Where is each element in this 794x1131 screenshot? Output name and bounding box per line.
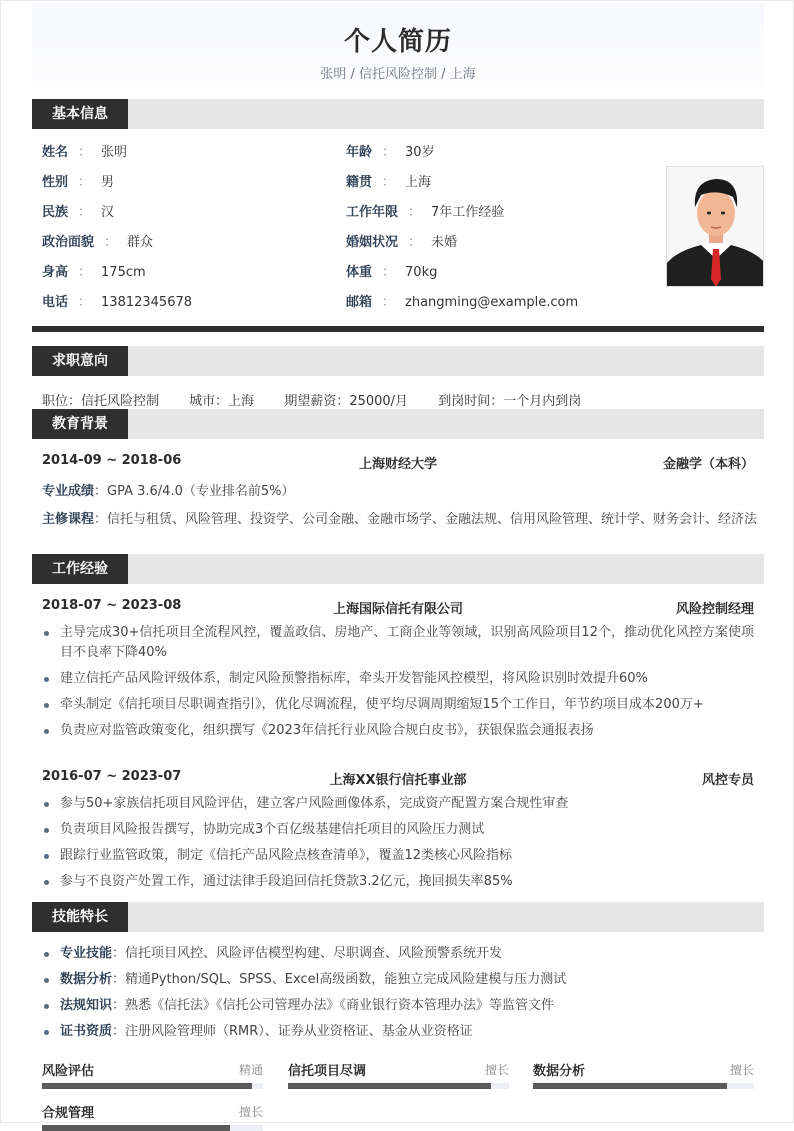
job-header [42, 769, 754, 787]
job-responsibilities [42, 794, 758, 898]
info-ethnicity: 民族 ： 汉 [42, 205, 115, 220]
info-email: 邮箱 ： zhangming@example.com [346, 295, 579, 310]
skill-bar: 数据分析 擅长 [533, 1060, 754, 1079]
education-header [42, 453, 754, 471]
list-item: 牵头制定《信托项目尽职调查指引》，优化尽调流程，使平均尽调周期缩短15个工作日，年节约项目成本200万+ [42, 695, 758, 715]
section-title: 工作经验 [32, 554, 128, 584]
education-courses: 主修课程：信托与租赁、风险管理、投资学、公司金融、金融市场学、金融法规、信用风险管理、统计学、财务会计、经济法 [42, 512, 758, 527]
intent-availability: 到岗时间：一个月内到岗 [438, 394, 582, 409]
education-period: 2014-09 ~ 2018-06 [42, 453, 182, 468]
intent-salary: 期望薪资：25000/月 [284, 394, 409, 409]
section-basic-info [32, 99, 764, 129]
education-school: 上海财经大学 [358, 457, 437, 472]
page-subtitle: 张明 / 信托风险控制 / 上海 [320, 67, 476, 82]
job-role: 风险控制经理 [675, 602, 754, 617]
skill-bar: 合规管理 擅长 [42, 1102, 263, 1121]
page-title: 个人简历 [343, 27, 452, 57]
skill-bar: 信托项目尽调 擅长 [288, 1060, 509, 1079]
section-work-experience [32, 554, 764, 584]
list-item: 专业技能：信托项目风控、风险评估模型构建、尽职调查、风险预警系统开发 [42, 944, 758, 964]
education-major: 金融学（本科） [662, 457, 754, 472]
section-title: 求职意向 [32, 346, 128, 376]
section-education [32, 409, 764, 439]
job-header [42, 598, 754, 616]
info-hometown: 籍贯 ： 上海 [346, 175, 432, 190]
education-gpa: 专业成绩：GPA 3.6/4.0（专业排名前5%） [42, 484, 295, 499]
job-responsibilities [42, 623, 758, 747]
intent-city: 城市：上海 [189, 394, 255, 409]
list-item: 负责项目风险报告撰写，协助完成3个百亿级基建信托项目的风险压力测试 [42, 820, 758, 840]
job-company: 上海国际信托有限公司 [332, 602, 463, 617]
info-experience: 工作年限 ： 7年工作经验 [346, 205, 505, 220]
job-role: 风控专员 [701, 773, 754, 788]
skills-list [42, 944, 758, 1048]
profile-photo [666, 166, 764, 287]
info-phone: 电话 ： 13812345678 [42, 295, 193, 310]
list-item: 证书资质：注册风险管理师（RMR）、证券从业资格证、基金从业资格证 [42, 1022, 758, 1042]
resume-header [32, 3, 764, 89]
info-weight: 体重 ： 70kg [346, 265, 438, 280]
info-height: 身高 ： 175cm [42, 265, 146, 280]
section-title: 技能特长 [32, 902, 128, 932]
list-item: 法规知识：熟悉《信托法》《信托公司管理办法》《商业银行资本管理办法》等监管文件 [42, 996, 758, 1016]
info-age: 年龄 ： 30岁 [346, 145, 435, 160]
job-period: 2018-07 ~ 2023-08 [42, 598, 182, 613]
list-item: 跟踪行业监管政策，制定《信托产品风险点核查清单》，覆盖12类核心风险指标 [42, 846, 758, 866]
section-title: 教育背景 [32, 409, 128, 439]
list-item: 负责应对监管政策变化，组织撰写《2023年信托行业风险合规白皮书》，获银保监会通报表扬 [42, 721, 758, 741]
section-title: 基本信息 [32, 99, 128, 129]
list-item: 数据分析：精通Python/SQL、SPSS、Excel高级函数，能独立完成风险建模与压力测试 [42, 970, 758, 990]
info-name: 姓名 ： 张明 [42, 145, 128, 160]
list-item: 建立信托产品风险评级体系，制定风险预警指标库，牵头开发智能风控模型，将风险识别时效提升60% [42, 669, 758, 689]
list-item: 主导完成30+信托项目全流程风控，覆盖政信、房地产、工商企业等领域，识别高风险项目12个，推动优化风控方案使项目不良率下降40% [42, 623, 758, 663]
section-job-intent [32, 346, 764, 376]
list-item: 参与不良资产处置工作，通过法律手段追回信托贷款3.2亿元，挽回损失率85% [42, 872, 758, 892]
avatar-icon [667, 167, 764, 287]
job-period: 2016-07 ~ 2023-07 [42, 769, 182, 784]
intent-position: 职位：信托风险控制 [42, 394, 160, 409]
info-gender: 性别 ： 男 [42, 175, 115, 190]
list-item: 参与50+家族信托项目风险评估，建立客户风险画像体系，完成资产配置方案合规性审查 [42, 794, 758, 814]
job-company: 上海XX银行信托事业部 [329, 773, 467, 788]
job-intent-row [42, 390, 607, 409]
section-divider [32, 326, 764, 332]
info-political: 政治面貌 ： 群众 [42, 235, 154, 250]
section-skills [32, 902, 764, 932]
info-marital: 婚姻状况 ： 未婚 [346, 235, 458, 250]
skill-bar: 风险评估 精通 [42, 1060, 263, 1079]
